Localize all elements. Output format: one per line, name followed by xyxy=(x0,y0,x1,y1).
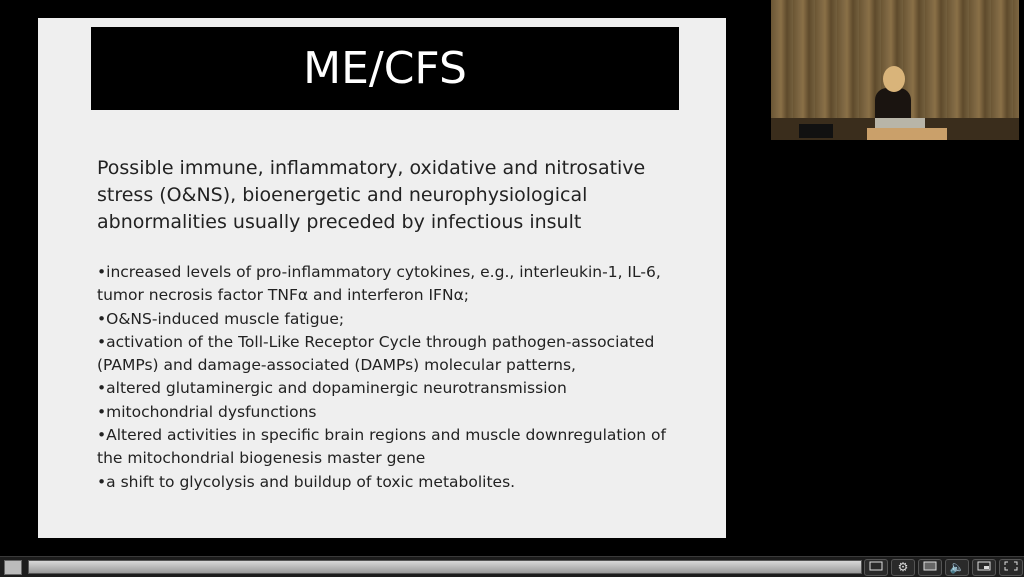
progress-bar[interactable] xyxy=(28,560,862,574)
gear-icon[interactable]: ⚙ xyxy=(891,559,915,576)
bullet-line: •a shift to glycolysis and buildup of toxic metabolites. xyxy=(97,472,516,491)
intro-line: stress (O&NS), bioenergetic and neurophysiological xyxy=(97,184,588,206)
slide-title: ME/CFS xyxy=(303,43,467,94)
bullet-line: •activation of the Toll-Like Receptor Cycle through pathogen-associated xyxy=(97,332,655,351)
slide-bullet-list xyxy=(97,261,717,494)
bullet-line: the mitochondrial biogenesis master gene xyxy=(97,449,426,468)
bullet-line: •Altered activities in specific brain regions and muscle downregulation of xyxy=(97,426,666,445)
volume-icon[interactable]: 🔈 xyxy=(945,559,969,576)
bullet-line: (PAMPs) and damage-associated (DAMPs) molecular patterns, xyxy=(97,356,576,375)
slide-title-bar xyxy=(91,27,679,110)
slide-intro xyxy=(97,155,697,236)
captions-icon[interactable] xyxy=(864,559,888,576)
play-icon[interactable] xyxy=(4,560,22,575)
popout-icon[interactable] xyxy=(972,559,996,576)
intro-line: Possible immune, inflammatory, oxidative and nitrosative xyxy=(97,157,646,179)
bullet-line: •O&NS-induced muscle fatigue; xyxy=(97,309,345,328)
speaker-head xyxy=(883,66,905,92)
podium-top xyxy=(875,118,925,128)
presentation-slide xyxy=(38,18,726,538)
bullet-line: tumor necrosis factor TNFα and interferon IFNα; xyxy=(97,286,470,305)
podium xyxy=(867,128,947,140)
video-control-bar xyxy=(0,556,1024,577)
bullet-line: •altered glutaminergic and dopaminergic neurotransmission xyxy=(97,379,567,398)
fullscreen-icon[interactable] xyxy=(999,559,1023,576)
speaker-video[interactable] xyxy=(771,0,1019,140)
intro-line: abnormalities usually preceded by infectious insult xyxy=(97,211,582,233)
stage-chair xyxy=(799,124,833,138)
bullet-line: •increased levels of pro-inflammatory cytokines, e.g., interleukin-1, IL-6, xyxy=(97,263,661,281)
bullet-line: •mitochondrial dysfunctions xyxy=(97,402,317,421)
quality-icon[interactable] xyxy=(918,559,942,576)
